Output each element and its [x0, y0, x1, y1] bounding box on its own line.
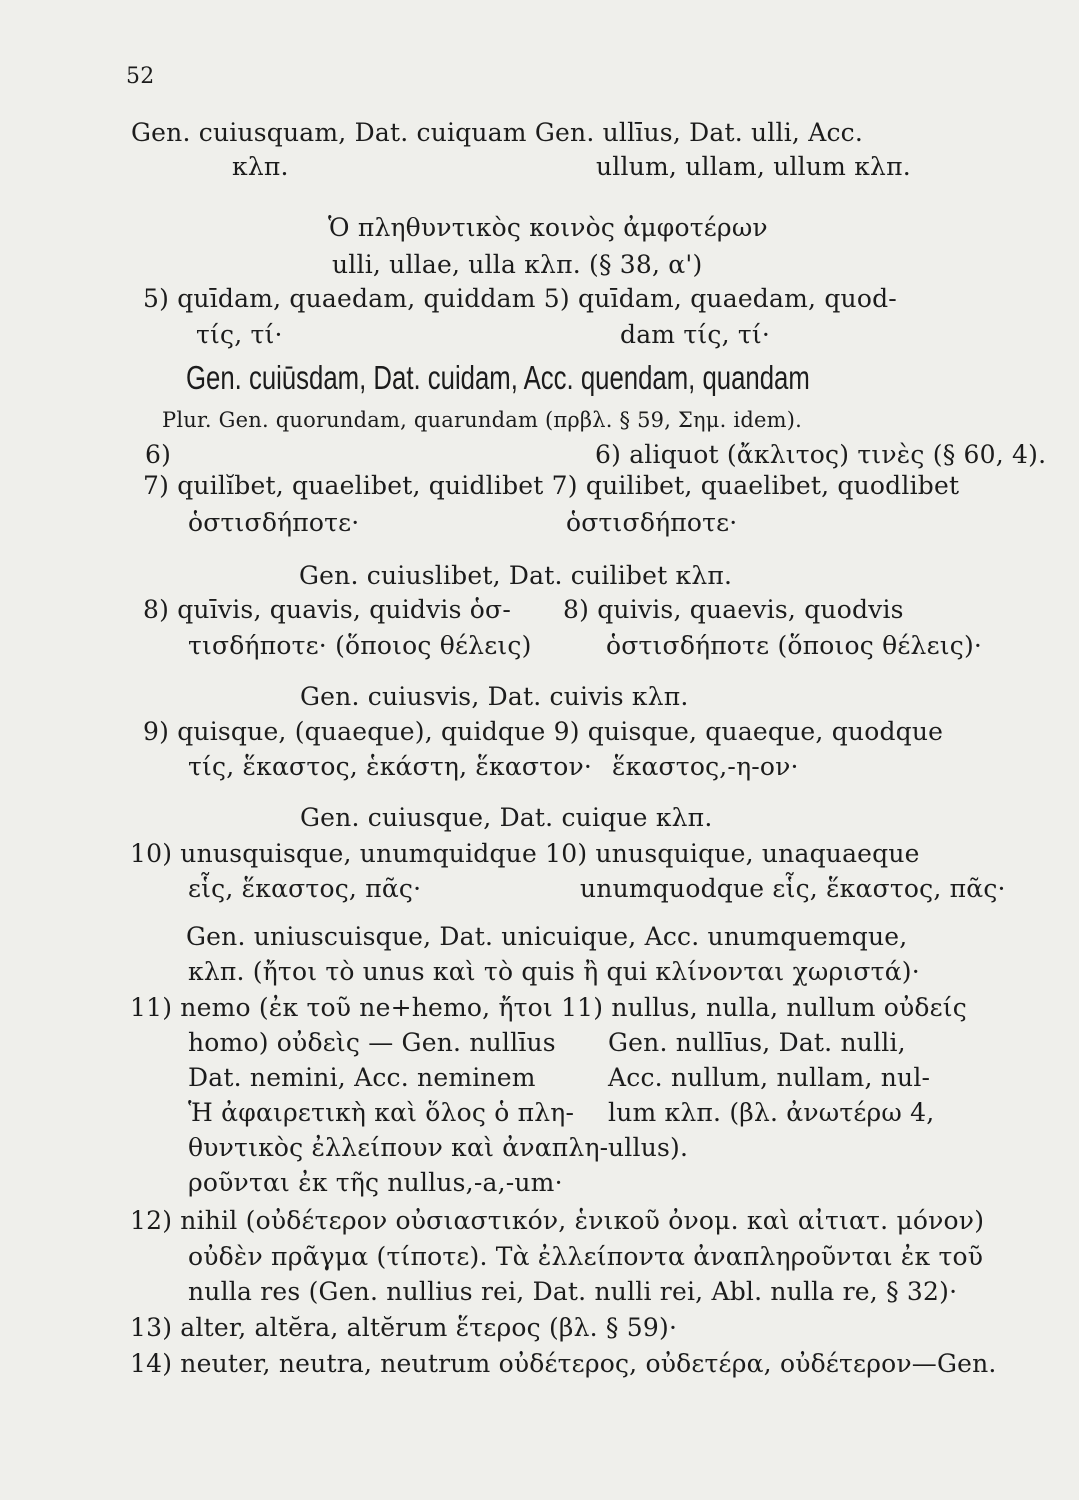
text-line: nulla res (Gen. nullius rei, Dat. nulli rei, Abl. nulla re, § 32)·	[188, 1277, 958, 1306]
text-line: ullum, ullam, ullum κλπ.	[596, 152, 911, 181]
text-line: τισδήποτε· (ὅποιος θέλεις)	[188, 631, 532, 660]
text-line: 10) unusquisque, unumquidque 10) unusquique, unaquaeque	[130, 839, 920, 868]
text-line: 8) quivis, quaevis, quodvis	[563, 595, 904, 624]
text-line: Gen. cuiusquam, Dat. cuiquam Gen. ullīus, Dat. ulli, Acc.	[131, 118, 863, 147]
text-line: ὁστισδήποτε·	[188, 508, 360, 537]
text-line: τίς, τί·	[196, 320, 283, 349]
text-line: ὁστισδήποτε (ὅποιος θέλεις)·	[606, 631, 983, 660]
text-line: Gen. nullīus, Dat. nulli,	[608, 1028, 906, 1057]
text-line: κλπ.	[232, 152, 289, 181]
text-line: Gen. cuiuslibet, Dat. cuilibet κλπ.	[299, 561, 733, 590]
text-line: Ὁ πληθυντικὸς κοινὸς ἀμφοτέρων	[328, 213, 768, 242]
text-line: ullus).	[608, 1133, 689, 1162]
text-line: οὐδὲν πρᾶγμα (τίποτε). Τὰ ἐλλείποντα ἀναπληροῦνται ἐκ τοῦ	[188, 1242, 984, 1271]
text-line: ὁστισδήποτε·	[566, 508, 738, 537]
text-line: unumquodque εἷς, ἕκαστος, πᾶς·	[580, 874, 1006, 903]
text-line: 12) nihil (οὐδέτερον οὐσιαστικόν, ἑνικοῦ ὀνομ. καὶ αἰτιατ. μόνον)	[130, 1206, 985, 1235]
text-line: Ἡ ἀφαιρετικὴ καὶ ὅλος ὁ πλη-	[188, 1098, 575, 1127]
heading-line: Gen. cuiūsdam, Dat. cuidam, Acc. quendam, quandam	[186, 359, 810, 396]
text-line: homo) οὐδεὶς — Gen. nullīus	[188, 1028, 556, 1057]
text-line: τίς, ἕκαστος, ἑκάστη, ἕκαστον·	[188, 752, 592, 781]
text-line: 11) nemo (ἐκ τοῦ ne+hemo, ἤτοι 11) nullus, nulla, nullum οὐδείς	[130, 993, 968, 1022]
text-line: θυντικὸς ἐλλείπουν καὶ ἀναπλη-	[188, 1133, 609, 1162]
text-line: ἕκαστος,-η-ον·	[612, 752, 799, 781]
text-line: 8) quīvis, quavis, quidvis ὁσ-	[143, 595, 511, 624]
text-line: Dat. nemini, Acc. neminem	[188, 1063, 536, 1092]
text-line: 13) alter, altĕra, altĕrum ἕτερος (βλ. § 59)·	[130, 1313, 678, 1342]
text-line: κλπ. (ἤτοι τὸ unus καὶ τὸ quis ἢ qui κλίνονται χωριστά)·	[188, 957, 920, 986]
text-line: Gen. cuiusvis, Dat. cuivis κλπ.	[300, 682, 689, 711]
text-line: 5) quīdam, quaedam, quiddam 5) quīdam, quaedam, quod-	[143, 284, 897, 313]
text-line: Gen. cuiusque, Dat. cuique κλπ.	[300, 803, 713, 832]
text-line: ulli, ullae, ulla κλπ. (§ 38, α')	[332, 250, 703, 279]
text-line: Gen. uniuscuisque, Dat. unicuique, Acc. unumquemque,	[186, 922, 908, 951]
text-line: εἷς, ἕκαστος, πᾶς·	[188, 874, 422, 903]
text-line: dam τίς, τί·	[620, 320, 771, 349]
text-line: 9) quisque, (quaeque), quidque 9) quisque, quaeque, quodque	[143, 717, 944, 746]
page-number: 52	[126, 64, 155, 89]
text-line: 6) aliquot (ἄκλιτος) τινὲς (§ 60, 4).	[595, 440, 1047, 469]
text-line: ροῦνται ἐκ τῆς nullus,-a,-um·	[188, 1168, 563, 1197]
item-number: 6)	[145, 440, 172, 469]
text-line: Plur. Gen. quorundam, quarundam (πρβλ. § 59, Σημ. idem).	[162, 408, 802, 432]
text-line: Acc. nullum, nullam, nul-	[608, 1063, 931, 1092]
text-line: lum κλπ. (βλ. ἀνωτέρω 4,	[608, 1098, 935, 1127]
text-line: 7) quilĭbet, quaelibet, quidlibet 7) quilibet, quaelibet, quodlibet	[143, 471, 960, 500]
text-line: 14) neuter, neutra, neutrum οὐδέτερος, οὐδετέρα, οὐδέτερον—Gen.	[130, 1349, 997, 1378]
